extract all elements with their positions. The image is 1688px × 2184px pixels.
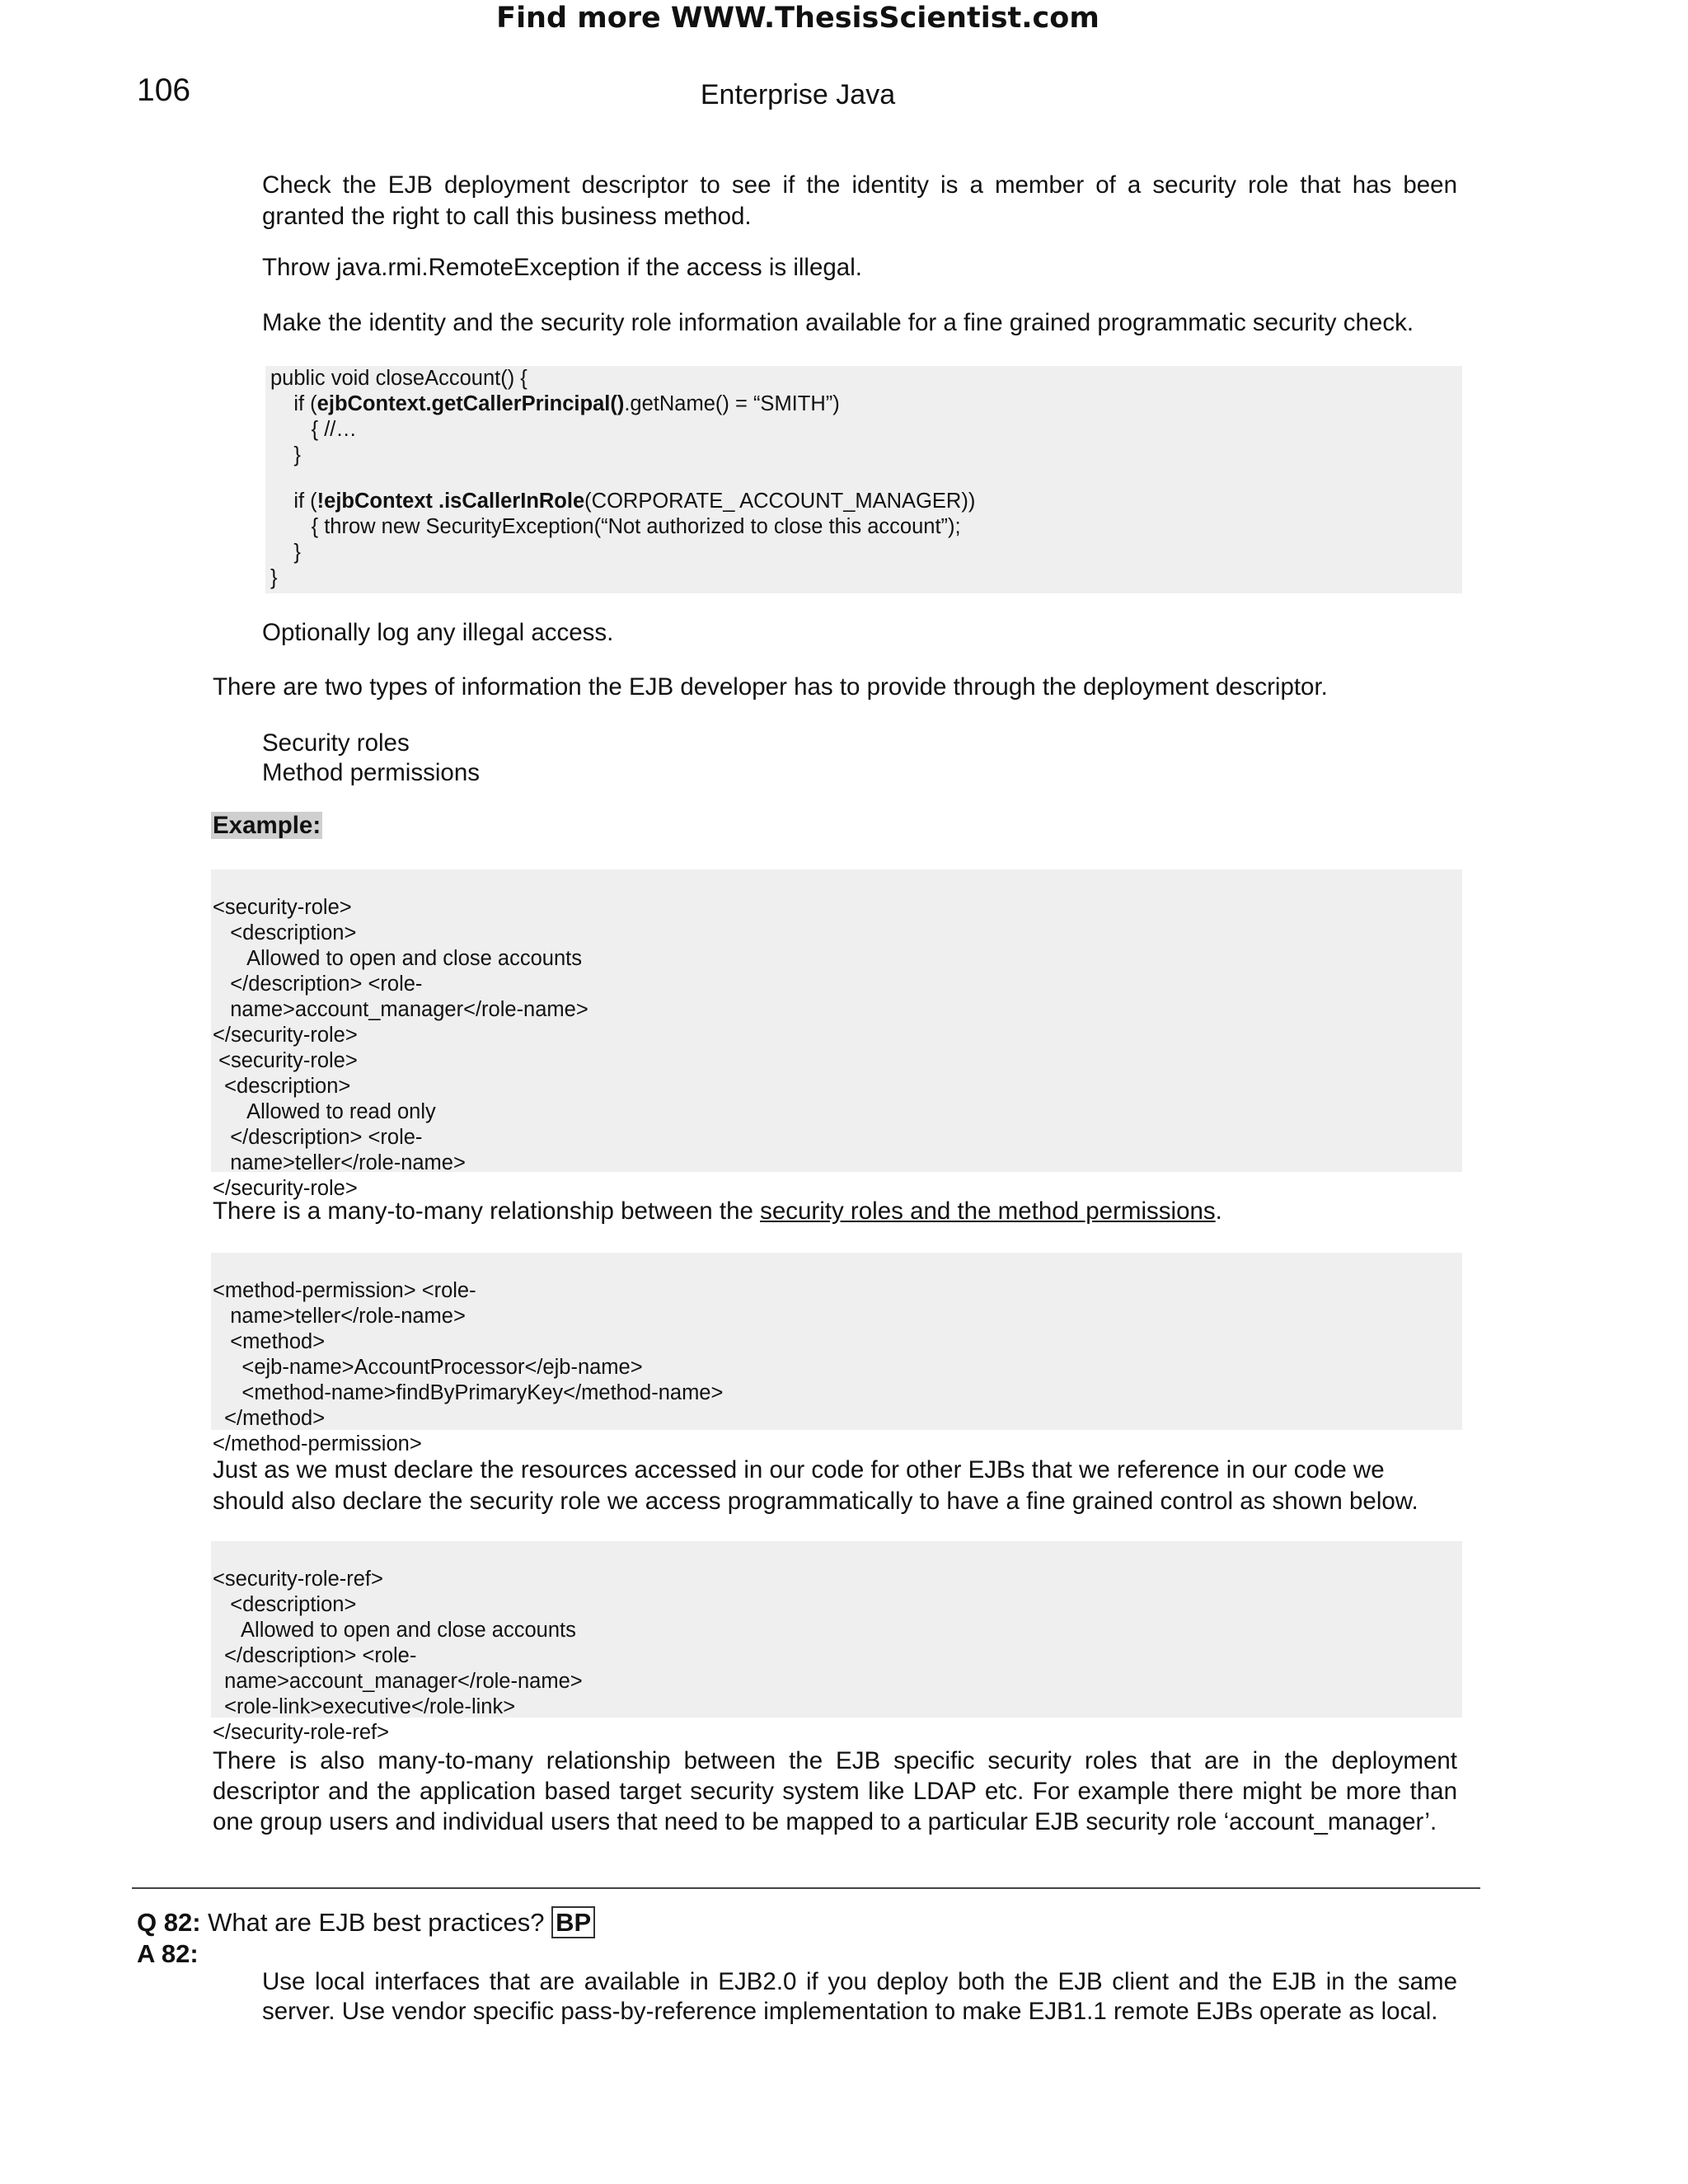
code-line: <security-role-ref> — [213, 1568, 383, 1591]
code-line: </security-role-ref> — [213, 1721, 389, 1744]
also-m2m-line-2: descriptor and the application based target security system like LDAP etc. For example there might be more than — [213, 1778, 1457, 1805]
code-line: </description> <role- — [213, 972, 423, 996]
code-line: <method-permission> <role- — [213, 1279, 476, 1302]
code-line: } — [270, 541, 301, 564]
code-line: </security-role> — [213, 1024, 358, 1047]
question-label: Q 82: — [137, 1908, 201, 1937]
answer-label: A 82: — [137, 1939, 199, 1968]
code-line: name>account_manager</role-name> — [213, 1670, 583, 1693]
code-line: name>teller</role-name> — [213, 1305, 466, 1328]
code-line: <description> — [213, 921, 357, 944]
declare-line-1: Just as we must declare the resources accessed in our code for other EJBs that we reference in our code we — [213, 1456, 1385, 1483]
code-line: } — [270, 566, 278, 589]
banner-text: Find more WWW.ThesisScientist.com — [496, 2, 1100, 35]
type-item: Security roles — [262, 729, 410, 757]
code-line: { //… — [270, 418, 357, 441]
check-line-2: granted the right to call this business method. — [262, 203, 752, 230]
example-label: Example: — [213, 812, 321, 839]
also-m2m-line-1: There is also many-to-many relationship between the EJB specific security roles that are in the deployment — [213, 1747, 1457, 1774]
bp-badge: BP — [551, 1906, 595, 1938]
throw-line: Throw java.rmi.RemoteException if the access is illegal. — [262, 254, 862, 281]
two-types-line: There are two types of information the EJB developer has to provide through the deployment descriptor. — [213, 673, 1328, 701]
code-block-method-permission — [211, 1253, 1462, 1455]
many-to-many-line: There is a many-to-many relationship between the security roles and the method permissions. — [213, 1197, 1222, 1225]
code-block-security-role — [211, 869, 1462, 1200]
code-line: { throw new SecurityException(“Not authorized to close this account”); — [270, 515, 961, 538]
question-line — [137, 1906, 595, 1939]
code-line: <description> — [213, 1075, 351, 1098]
section-divider — [132, 1887, 1480, 1889]
code-line: <security-role> — [213, 896, 352, 919]
code-line: if (ejbContext.getCallerPrincipal().getName() = “SMITH”) — [270, 392, 840, 415]
code-line: if (!ejbContext .isCallerInRole(CORPORATE_ ACCOUNT_MANAGER)) — [270, 490, 976, 513]
code-line: <method-name>findByPrimaryKey</method-name> — [213, 1381, 724, 1404]
code-line: Allowed to open and close accounts — [213, 947, 582, 970]
code-line: Allowed to open and close accounts — [213, 1619, 576, 1642]
code-line: <method> — [213, 1330, 326, 1353]
make-line: Make the identity and the security role information available for a fine grained programmatic security check. — [262, 309, 1414, 336]
page-number: 106 — [137, 73, 191, 108]
code-line: </description> <role- — [213, 1644, 417, 1667]
code-block-security-role-ref — [211, 1541, 1462, 1744]
declare-line-2: should also declare the security role we access programmatically to have a fine grained control as shown below. — [213, 1488, 1418, 1515]
code-line: </description> <role- — [213, 1126, 423, 1149]
code-line: public void closeAccount() { — [270, 367, 528, 390]
optional-log-line: Optionally log any illegal access. — [262, 619, 614, 646]
code-line: name>account_manager</role-name> — [213, 998, 588, 1021]
security-roles-link: security roles and the method permissions — [760, 1197, 1216, 1225]
check-line-1: Check the EJB deployment descriptor to see if the identity is a member of a security role that has been — [262, 171, 1457, 199]
code-line: <description> — [213, 1593, 357, 1616]
type-item: Method permissions — [262, 759, 480, 786]
code-line: Allowed to read only — [213, 1100, 436, 1123]
also-m2m-line-3: one group users and individual users that need to be mapped to a particular EJB security role ‘account_manager’. — [213, 1808, 1437, 1835]
answer-line-1: Use local interfaces that are available in EJB2.0 if you deploy both the EJB client and the EJB in the same — [262, 1968, 1457, 1995]
code-line: } — [270, 443, 301, 466]
question-text: What are EJB best practices? — [200, 1908, 552, 1937]
code-line: </security-role> — [213, 1177, 358, 1200]
code-line: <security-role> — [213, 1049, 358, 1072]
code-line: </method-permission> — [213, 1432, 422, 1455]
code-block-close-account — [265, 366, 1462, 593]
running-title: Enterprise Java — [700, 79, 896, 110]
code-line: </method> — [213, 1407, 326, 1430]
code-line: name>teller</role-name> — [213, 1151, 466, 1174]
code-line: <role-link>executive</role-link> — [213, 1695, 516, 1718]
code-line: <ejb-name>AccountProcessor</ejb-name> — [213, 1356, 643, 1379]
answer-line-2: server. Use vendor specific pass-by-reference implementation to make EJB1.1 remote EJBs operate as local. — [262, 1998, 1438, 2025]
